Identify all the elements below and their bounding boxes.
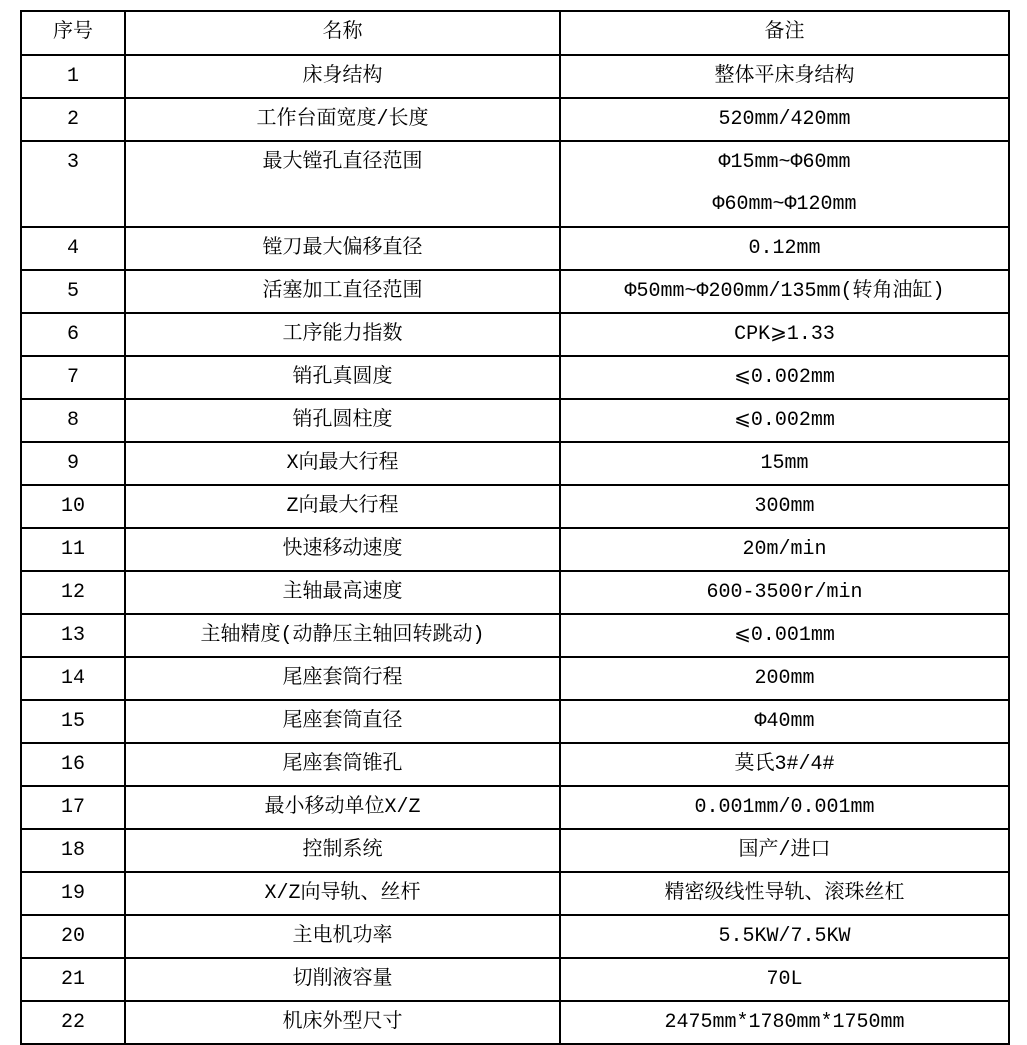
remark-line: CPK⩾1.33	[734, 322, 835, 346]
remark-line: 70L	[766, 967, 803, 991]
table-row	[21, 485, 1009, 528]
table-row	[21, 141, 1009, 227]
remark-line: 20m/min	[742, 537, 827, 561]
serial-cell: 12	[21, 571, 125, 614]
remark-cell	[560, 528, 1009, 571]
table-row	[21, 915, 1009, 958]
spec-table-body	[21, 55, 1009, 1044]
remark-cell	[560, 485, 1009, 528]
remark-line: Φ15mm~Φ60mm	[718, 151, 851, 174]
table-row	[21, 98, 1009, 141]
remark-line: 2475mm*1780mm*1750mm	[664, 1010, 905, 1034]
name-cell: 工作台面宽度/长度	[125, 98, 560, 141]
table-row	[21, 829, 1009, 872]
name-cell: 机床外型尺寸	[125, 1001, 560, 1044]
remark-cell	[560, 55, 1009, 98]
name-cell: 活塞加工直径范围	[125, 270, 560, 313]
remark-line: 整体平床身结构	[714, 64, 855, 88]
remark-cell	[560, 829, 1009, 872]
column-header-name: 名称	[125, 11, 560, 55]
table-row	[21, 872, 1009, 915]
remark-line: 15mm	[760, 451, 809, 475]
name-cell: 镗刀最大偏移直径	[125, 227, 560, 270]
serial-cell: 9	[21, 442, 125, 485]
remark-line: 200mm	[754, 666, 815, 690]
remark-cell	[560, 270, 1009, 313]
serial-cell: 5	[21, 270, 125, 313]
remark-line: 300mm	[754, 494, 815, 518]
table-row	[21, 442, 1009, 485]
table-row	[21, 227, 1009, 270]
remark-line: 5.5KW/7.5KW	[718, 924, 851, 948]
serial-cell: 11	[21, 528, 125, 571]
remark-cell	[560, 356, 1009, 399]
remark-line: 600-3500r/min	[706, 580, 863, 604]
name-cell: 销孔真圆度	[125, 356, 560, 399]
serial-cell: 7	[21, 356, 125, 399]
spec-table	[20, 10, 1010, 1045]
serial-cell: 20	[21, 915, 125, 958]
remark-line: Φ60mm~Φ120mm	[712, 193, 857, 216]
remark-line: 0.12mm	[748, 236, 821, 260]
table-row	[21, 55, 1009, 98]
name-cell: 床身结构	[125, 55, 560, 98]
table-row	[21, 270, 1009, 313]
remark-cell	[560, 227, 1009, 270]
name-cell: 主轴最高速度	[125, 571, 560, 614]
name-cell: 工序能力指数	[125, 313, 560, 356]
serial-cell: 4	[21, 227, 125, 270]
serial-cell: 8	[21, 399, 125, 442]
remark-line: Φ50mm~Φ200mm/135mm(转角油缸)	[624, 279, 945, 303]
remark-line: ⩽0.001mm	[734, 623, 835, 647]
table-row	[21, 528, 1009, 571]
remark-line: 莫氏3#/4#	[734, 752, 835, 776]
name-cell: 快速移动速度	[125, 528, 560, 571]
serial-cell: 10	[21, 485, 125, 528]
name-cell: 主轴精度(动静压主轴回转跳动)	[125, 614, 560, 657]
remark-cell	[560, 313, 1009, 356]
serial-cell: 22	[21, 1001, 125, 1044]
serial-cell: 21	[21, 958, 125, 1001]
serial-cell: 2	[21, 98, 125, 141]
table-row	[21, 657, 1009, 700]
remark-cell	[560, 915, 1009, 958]
remark-line: Φ40mm	[754, 709, 815, 733]
table-row	[21, 700, 1009, 743]
remark-cell	[560, 657, 1009, 700]
name-cell: X/Z向导轨、丝杆	[125, 872, 560, 915]
remark-cell	[560, 98, 1009, 141]
name-cell: 最小移动单位X/Z	[125, 786, 560, 829]
table-row	[21, 313, 1009, 356]
name-cell: 尾座套筒行程	[125, 657, 560, 700]
table-row	[21, 743, 1009, 786]
serial-cell: 15	[21, 700, 125, 743]
column-header-serial: 序号	[21, 11, 125, 55]
name-cell: 主电机功率	[125, 915, 560, 958]
name-cell: 控制系统	[125, 829, 560, 872]
remark-cell	[560, 614, 1009, 657]
table-row	[21, 614, 1009, 657]
serial-cell: 13	[21, 614, 125, 657]
serial-cell: 1	[21, 55, 125, 98]
remark-line: 精密级线性导轨、滚珠丝杠	[664, 881, 905, 905]
table-header-row	[21, 11, 1009, 55]
remark-line: ⩽0.002mm	[734, 365, 835, 389]
name-cell: Z向最大行程	[125, 485, 560, 528]
name-cell: 切削液容量	[125, 958, 560, 1001]
serial-cell: 19	[21, 872, 125, 915]
name-cell: X向最大行程	[125, 442, 560, 485]
remark-line: 0.001mm/0.001mm	[694, 795, 875, 819]
table-row	[21, 958, 1009, 1001]
name-cell: 销孔圆柱度	[125, 399, 560, 442]
remark-cell	[560, 958, 1009, 1001]
serial-cell: 3	[21, 141, 125, 227]
remark-cell	[560, 700, 1009, 743]
remark-line: ⩽0.002mm	[734, 408, 835, 432]
remark-cell	[560, 442, 1009, 485]
serial-cell: 14	[21, 657, 125, 700]
remark-line: 国产/进口	[738, 838, 831, 862]
column-header-remark: 备注	[560, 11, 1009, 55]
serial-cell: 18	[21, 829, 125, 872]
serial-cell: 17	[21, 786, 125, 829]
name-cell: 最大镗孔直径范围	[125, 141, 560, 227]
name-cell: 尾座套筒锥孔	[125, 743, 560, 786]
serial-cell: 16	[21, 743, 125, 786]
table-row	[21, 571, 1009, 614]
remark-cell	[560, 872, 1009, 915]
serial-cell: 6	[21, 313, 125, 356]
table-row	[21, 786, 1009, 829]
name-cell: 尾座套筒直径	[125, 700, 560, 743]
table-row	[21, 356, 1009, 399]
remark-line: 520mm/420mm	[718, 107, 851, 131]
table-row	[21, 399, 1009, 442]
remark-cell	[560, 399, 1009, 442]
remark-cell	[560, 786, 1009, 829]
remark-cell	[560, 743, 1009, 786]
remark-cell	[560, 571, 1009, 614]
remark-cell	[560, 141, 1009, 227]
